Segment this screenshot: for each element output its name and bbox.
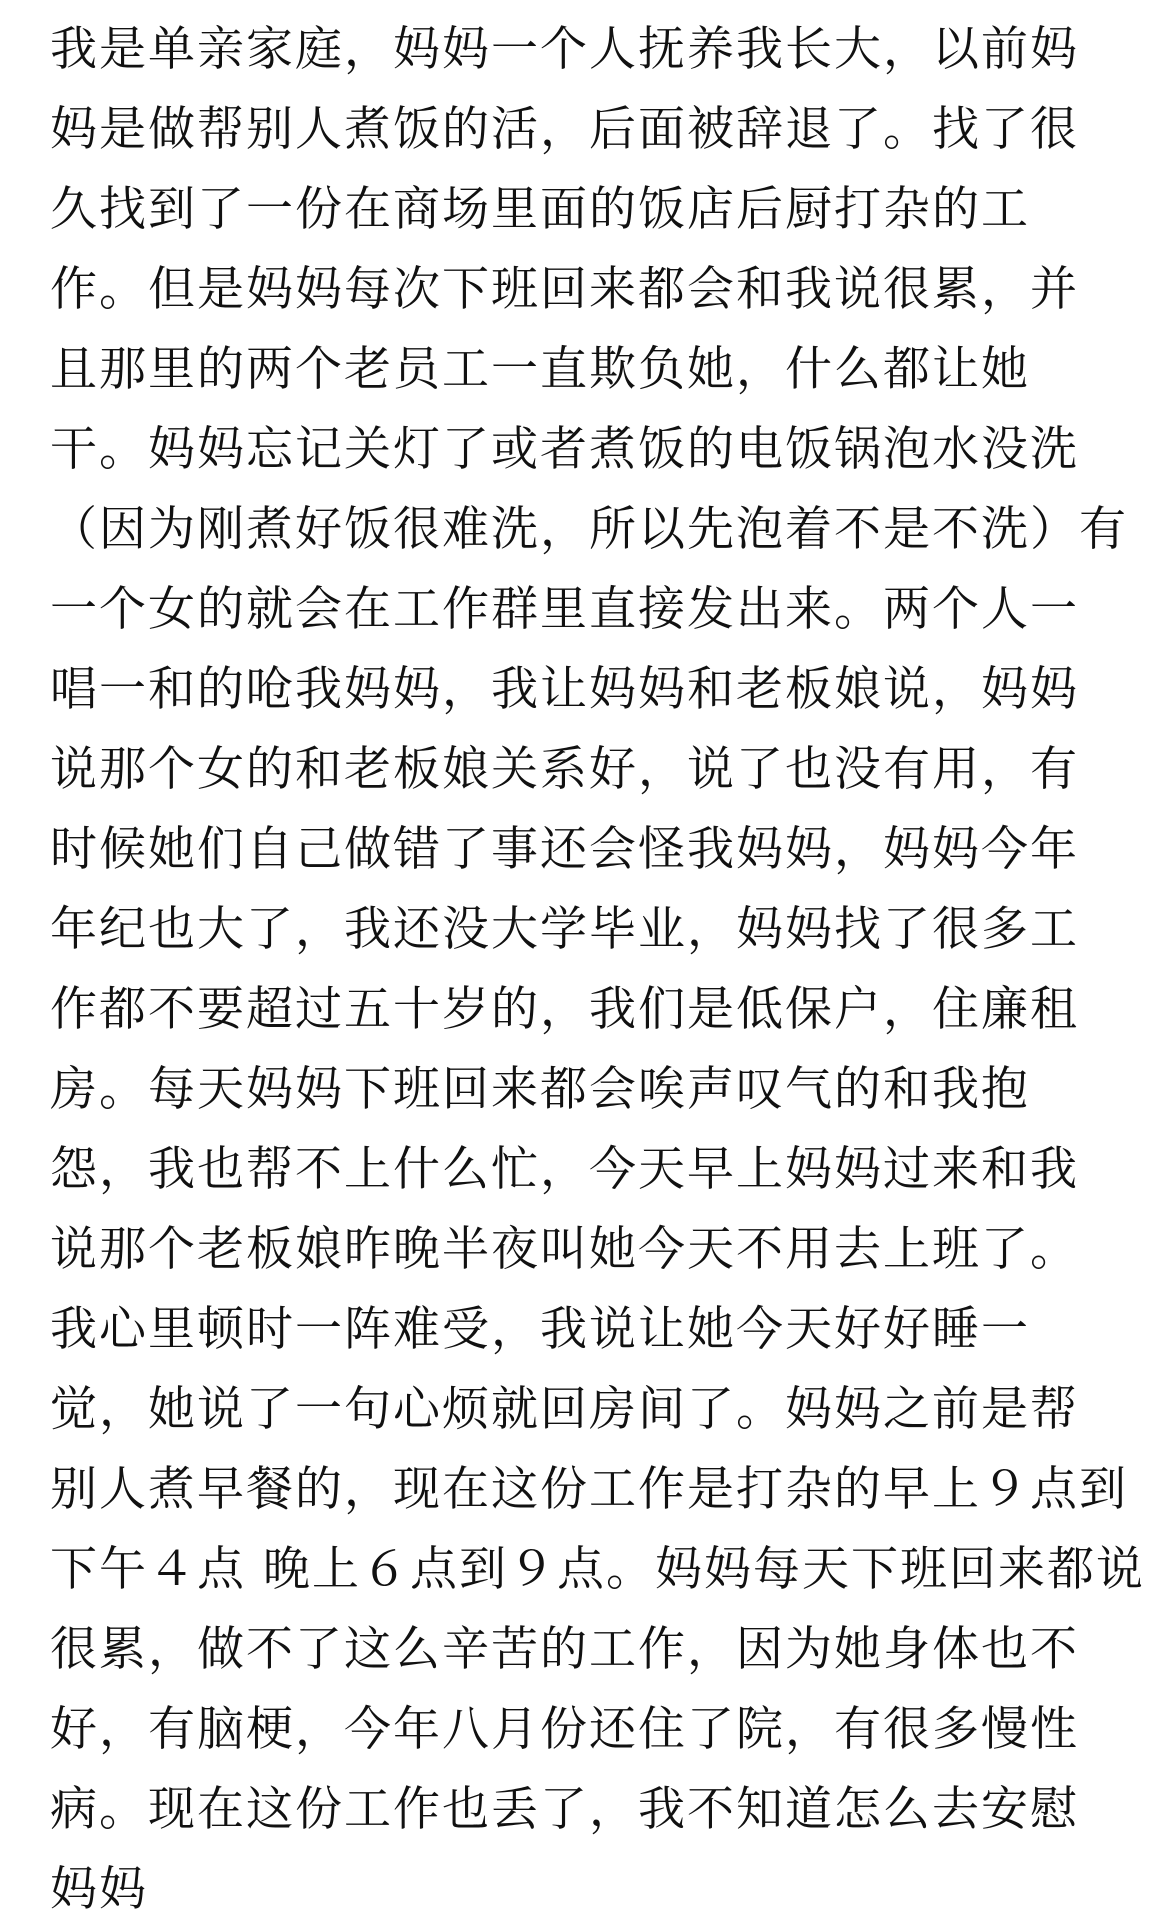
text-line-14: 房。每天妈妈下班回来都会唉声叹气的和我抱 — [50, 1062, 1030, 1117]
text-line-6: 干。妈妈忘记关灯了或者煮饭的电饭锅泡水没洗 — [50, 422, 1079, 477]
text-line-11: 时候她们自己做错了事还会怪我妈妈，妈妈今年 — [50, 822, 1079, 877]
text-line-17: 我心里顿时一阵难受，我说让她今天好好睡一 — [50, 1302, 1030, 1357]
text-line-4: 作。但是妈妈每次下班回来都会和我说很累，并 — [50, 262, 1079, 317]
text-line-12: 年纪也大了，我还没大学毕业，妈妈找了很多工 — [50, 902, 1079, 957]
text-line-10: 说那个女的和老板娘关系好，说了也没有用，有 — [50, 742, 1079, 797]
text-line-2: 妈是做帮别人煮饭的活，后面被辞退了。找了很 — [50, 102, 1079, 157]
text-line-15: 怨，我也帮不上什么忙，今天早上妈妈过来和我 — [50, 1142, 1079, 1197]
text-line-22: 好，有脑梗，今年八月份还住了院，有很多慢性 — [50, 1702, 1079, 1757]
text-line-20: 下午４点 晚上６点到９点。妈妈每天下班回来都说 — [50, 1542, 1145, 1597]
text-line-13: 作都不要超过五十岁的，我们是低保户，住廉租 — [50, 982, 1079, 1037]
text-line-24: 妈妈 — [50, 1862, 148, 1917]
text-line-23: 病。现在这份工作也丢了，我不知道怎么去安慰 — [50, 1782, 1079, 1837]
text-line-9: 唱一和的呛我妈妈，我让妈妈和老板娘说，妈妈 — [50, 662, 1079, 717]
text-line-18: 觉，她说了一句心烦就回房间了。妈妈之前是帮 — [50, 1382, 1079, 1437]
text-line-8: 一个女的就会在工作群里直接发出来。两个人一 — [50, 582, 1079, 637]
text-line-1: 我是单亲家庭，妈妈一个人抚养我长大，以前妈 — [50, 22, 1079, 77]
text-line-3: 久找到了一份在商场里面的饭店后厨打杂的工 — [50, 182, 1030, 237]
text-line-5: 且那里的两个老员工一直欺负她，什么都让她 — [50, 342, 1030, 397]
text-line-21: 很累，做不了这么辛苦的工作，因为她身体也不 — [50, 1622, 1079, 1677]
text-line-7: （因为刚煮好饭很难洗，所以先泡着不是不洗）有 — [50, 502, 1128, 557]
post-text — [50, 10, 1145, 1930]
text-line-16: 说那个老板娘昨晚半夜叫她今天不用去上班了。 — [50, 1222, 1079, 1277]
text-line-19: 别人煮早餐的，现在这份工作是打杂的早上９点到 — [50, 1462, 1128, 1517]
